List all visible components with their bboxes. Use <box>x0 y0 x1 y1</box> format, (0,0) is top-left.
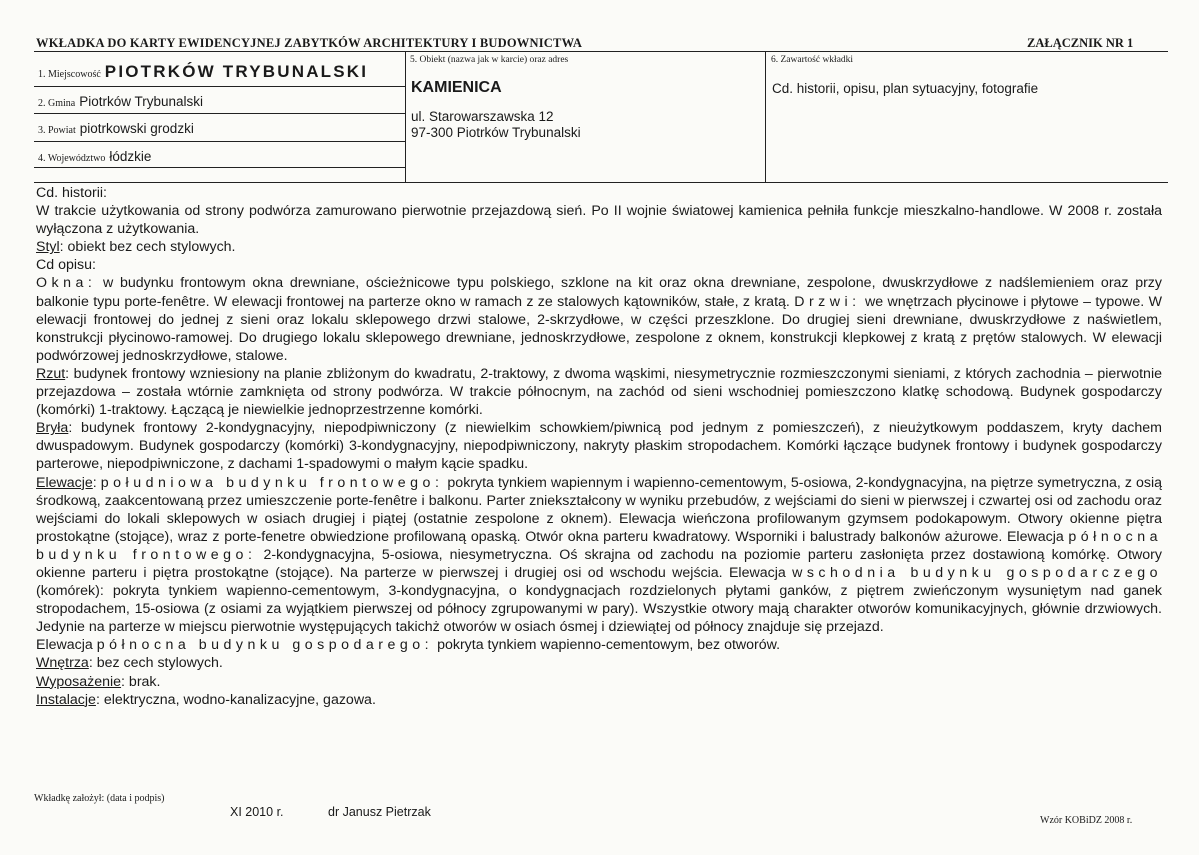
form-template-version: Wzór KOBiDZ 2008 r. <box>1040 815 1133 826</box>
attachment-number: ZAŁĄCZNIK NR 1 <box>1027 36 1134 50</box>
wyposazenie-text: : brak. <box>121 673 161 690</box>
okna-label: Okna: <box>36 275 97 292</box>
wyposazenie-paragraph <box>36 673 1162 691</box>
footer-date: XI 2010 r. <box>230 805 284 819</box>
rzut-paragraph <box>36 365 1162 419</box>
wsch-gosp-label: wschodnia budynku gospodarczego <box>792 564 1162 581</box>
wnetrza-label: Wnętrza <box>36 655 89 672</box>
wojewodztwo-label: 4. Województwo <box>38 153 106 164</box>
wyposazenie-label: Wyposażenie <box>36 673 122 690</box>
zalozyl-label: Wkładkę założył: (data i podpis) <box>34 793 165 804</box>
field-miejscowosc <box>38 62 368 82</box>
obiekt-label: 5. Obiekt (nazwa jak w karcie) oraz adres <box>410 55 569 65</box>
form-title: WKŁADKA DO KARTY EWIDENCYJNEJ ZABYTKÓW ARCHITEKTURY I BUDOWNICTWA <box>36 36 583 50</box>
rzut-label: Rzut <box>36 365 66 382</box>
grid-rule-2 <box>34 113 406 114</box>
field-wojewodztwo <box>38 148 151 166</box>
zawartosc-label: 6. Zawartość wkładki <box>771 55 854 65</box>
okna-drzwi-paragraph <box>36 274 1162 364</box>
elewacje-label: Elewacje <box>36 474 93 491</box>
instalacje-label: Instalacje <box>36 691 96 708</box>
powiat-label: 3. Powiat <box>38 125 76 136</box>
drzwi-label: Drzwi: <box>794 293 861 310</box>
okna-text: w budynku frontowym okna drewniane, ościeżnicowe typu polskiego, szklone na kit oraz okna drewniane, zespolone, dwuskrzydłowe z nadślemieniem oraz przy balkonie typu porte-fenêtre. W elewacji frontowej na parterze okno w ramach z ze stalowych kątowników, stałe, z kratą. <box>36 275 1162 310</box>
wojewodztwo-value: łódzkie <box>109 149 152 164</box>
elewacje-colon: : <box>92 474 101 491</box>
grid-bottom-rule <box>34 182 1168 183</box>
pd-front-label: południowa budynku frontowego: <box>100 474 444 491</box>
powiat-value: piotrkowski grodzki <box>79 121 194 136</box>
footer-author: dr Janusz Pietrzak <box>328 805 431 819</box>
bryla-label: Bryła <box>36 420 69 437</box>
bryla-paragraph <box>36 419 1162 473</box>
pd-front-text: pokryta tynkiem wapiennym i wapienno-cementowym, 5-osiowa, 2-kondygnacyjna, na piętrze symetryczna, z osią środkową, zaakcentowaną przez umieszczenie porte-fenêtre i balkonu. Parter zniekształcony w wyniku przebudów, z wejściami do sieni w pierwszej i czwartej osi od zachodu oraz wejściami do lokali sklepowych w osiach drugiej i piątej (ostatnie zespolone z oknem). Elewacja wieńczona profilowanym gzymsem podokapowym. Otwory okienne piętra prostokątne (stojące), wraz z porte-fenetre obwiedzione profilowaną opaską. Otwór okna parteru kwadratowy. Wsporniki i balustrady balkonów ażurowe. Elewacja <box>36 474 1163 545</box>
wnetrza-text: : bez cech stylowych. <box>88 655 223 672</box>
obiekt-address-line2: 97-300 Piotrków Trybunalski <box>411 125 581 140</box>
historia-paragraph: W trakcie użytkowania od strony podwórza zamurowano pierwotnie przejazdową sień. Po II wojnie światowej kamienica pełniła funkcje mieszkalno-handlowe. W 2008 r. została wyłączona z użytkowania. <box>36 203 1162 238</box>
grid-divider-1 <box>405 51 406 182</box>
description-body <box>36 184 1162 709</box>
obiekt-name: KAMIENICA <box>411 79 502 96</box>
styl-paragraph <box>36 238 1162 256</box>
historia-heading: Cd. historii: <box>36 185 107 201</box>
header-rule <box>34 51 1168 52</box>
styl-text: : obiekt bez cech stylowych. <box>59 239 236 256</box>
field-powiat <box>38 120 194 138</box>
zawartosc-value: Cd. historii, opisu, plan sytuacyjny, fotografie <box>772 81 1039 96</box>
elewacje-paragraph <box>36 474 1162 637</box>
miejscowosc-value: PIOTRKÓW TRYBUNALSKI <box>104 62 369 81</box>
gmina-value: Piotrków Trybunalski <box>79 94 204 109</box>
grid-rule-1 <box>34 86 406 87</box>
grid-rule-3 <box>34 141 406 142</box>
gmina-label: 2. Gmina <box>38 98 76 109</box>
grid-rule-4 <box>34 167 406 168</box>
instalacje-text: : elektryczna, wodno-kanalizacyjne, gazowa. <box>95 691 376 708</box>
field-gmina <box>38 93 203 111</box>
pn-front-text: 2-kondygnacyjna, 5-osiowa, niesymetryczna. Oś skrajna od zachodu na poziomie parteru zasłonięta przez dostawioną komórkę. Otwory okienne parteru i piętra prostokątne (stojące). Na parterze w pierwszej i drugiej osi od wschodu wejścia. Elewacja <box>36 546 1162 581</box>
miejscowosc-label: 1. Miejscowość <box>38 69 101 80</box>
pn-gosp-text: pokryta tynkiem wapienno-cementowym, bez otworów. <box>433 637 781 654</box>
pn-front-label: północna budynku frontowego: <box>36 528 1162 563</box>
pn-gosp-prefix: Elewacja <box>36 637 97 654</box>
drzwi-text: we wnętrzach płycinowe i płytowe – typowe. W elewacji frontowej do jednej z sieni oraz lokalu sklepowego drzwi stalowe, 2-skrzydłowe, w części przeszklone. Do drugiej sieni drewniane, dwuskrzydłowe z naświetlem, konstrukcji płycinowo-ramowej. Do drugiego lokalu sklepowego drewniane, jednoskrzydłowe, zespolone z oknem, konstrukcji klepkowej z kratą z prętów stalowych. W elewacji podwórzowej jednoskrzydłowe, stalowe. <box>36 293 1162 364</box>
obiekt-address-line1: ul. Starowarszawska 12 <box>411 109 554 124</box>
styl-label: Styl <box>36 239 60 256</box>
bryla-text: : budynek frontowy 2-kondygnacyjny, niepodpiwniczony (z niewielkim schowkiem/piwnicą pod jednym z pomieszczeń), z nieużytkowym poddaszem, kryty dachem dwuspadowym. Budynek gospodarczy (komórki) 3-kondygnacyjny, niepodpiwniczony, nakryty płaskim stropodachem. Komórki łączące budynek frontowy i budynek gospodarczy parterowe, niepodpiwniczone, z dachami 1-spadowymi o małym kącie spadku. <box>36 420 1162 473</box>
opis-heading: Cd opisu: <box>36 257 96 274</box>
pn-gosp-label: północna budynku gospodarego: <box>96 637 434 654</box>
grid-divider-2 <box>765 51 766 182</box>
rzut-text: : budynek frontowy wzniesiony na planie zbliżonym do kwadratu, 2-traktowy, z dwoma wąskimi, niesymetrycznie rozmieszczonymi sieniami, z których zachodnia – pierwotnie przejazdowa – została wtórnie zamknięta od strony podwórza. W trakcie północnym, na zachód od sieni wschodniej pomieszczono klatkę schodową. Budynek gospodarczy (komórki) 1-traktowy. Łączącą je niewielkie jednoprzestrzenne komórki. <box>36 365 1162 419</box>
pn-gosp-paragraph <box>36 636 1162 654</box>
wsch-gosp-text: (komórek): pokryta tynkiem wapienno-cementowym, 3-kondygnacyjna, o kondygnacjach rozdzielonych płytami ganków, z piętrem zwieńczonym wysuniętym nad ganek stropodachem, 15-osiowa (z osiami za wyjątkiem pierwszej od północy zgrupowanymi w pary). Wszystkie otwory mają charakter otworów komunikacyjnych, głównie drzwiowych. Jedynie na parterze w miejscu pierwotnie występujących takichż otworów w osiach ósmej i dziewiątej od północy znajduje się przejazd. <box>36 583 1162 636</box>
wnetrza-paragraph <box>36 654 1162 672</box>
instalacje-paragraph <box>36 691 1162 709</box>
